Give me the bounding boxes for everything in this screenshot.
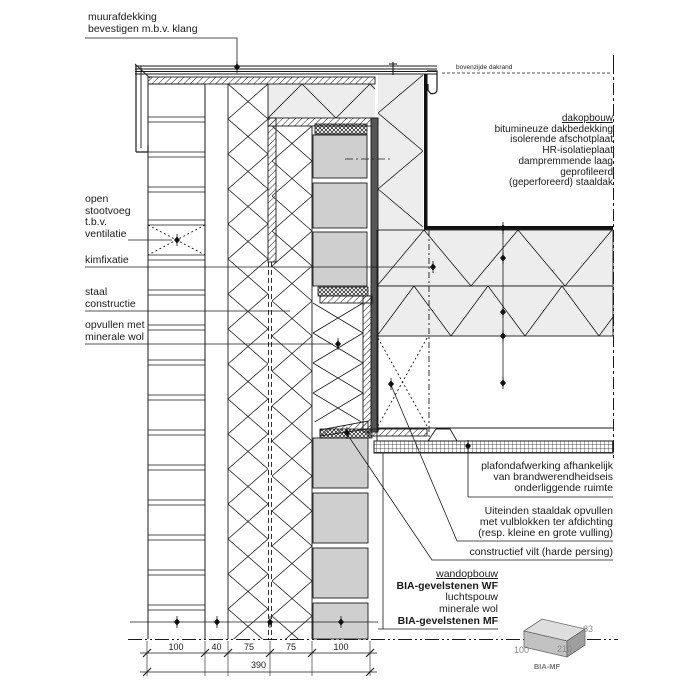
roof-buildup-title: dakopbouw [561, 113, 613, 124]
dim-100b: 100 [333, 642, 349, 652]
coping-label-line1: muurafdekking [88, 11, 157, 23]
dim-40: 40 [211, 642, 222, 652]
brick-name-label: BIA-MF [533, 662, 561, 671]
dim-75a: 75 [243, 642, 254, 652]
wall-buildup-label: wandopbouw BIA-gevelstenen WF luchtspouw minerale wol BIA-gevelstenen MF [396, 568, 498, 627]
open-joint-label: open stootvoeg t.b.v. ventilatie [85, 193, 131, 240]
inner-leaf-blocks-upper [313, 135, 367, 286]
steel-label: staal constructie [85, 286, 136, 310]
brick-height-label: 83 [583, 624, 594, 634]
dim-total: 390 [250, 660, 267, 670]
brick-length-label: 210 [557, 644, 573, 654]
roof-buildup-label: dakopbouw bitumineuze dakbedekking isolerende afschotplaat HR-isolatieplaat dampremmende laag geprofileerd (geperforeerd) staaldak [413, 114, 613, 189]
felt-label: constructief vilt (harde persing) [469, 546, 613, 558]
roof-edge-label: bovenzijde dakrand [456, 64, 513, 71]
brick-width-label: 100 [514, 645, 530, 655]
dim-100a: 100 [168, 642, 184, 652]
coping-label [88, 12, 198, 35]
wool-fill-label: opvullen met minerale wol [85, 319, 145, 343]
timber-plate [148, 77, 375, 84]
outer-brick-leaf [148, 84, 205, 639]
coping-label-line2: bevestigen m.b.v. klang [88, 22, 198, 35]
ceiling-band [374, 441, 613, 453]
ceiling-label: plafondafwerking afhankelijk van brandwerendheidseis onderliggende ruimte [481, 460, 613, 494]
brick-icon [524, 619, 585, 657]
dim-75b: 75 [285, 642, 296, 652]
kim-label: kimfixatie [85, 254, 129, 266]
deck-ends-label: Uiteinden staaldak opvullen met vulblokken ter afdichting (resp. kleine en grote vulling) [478, 505, 613, 539]
